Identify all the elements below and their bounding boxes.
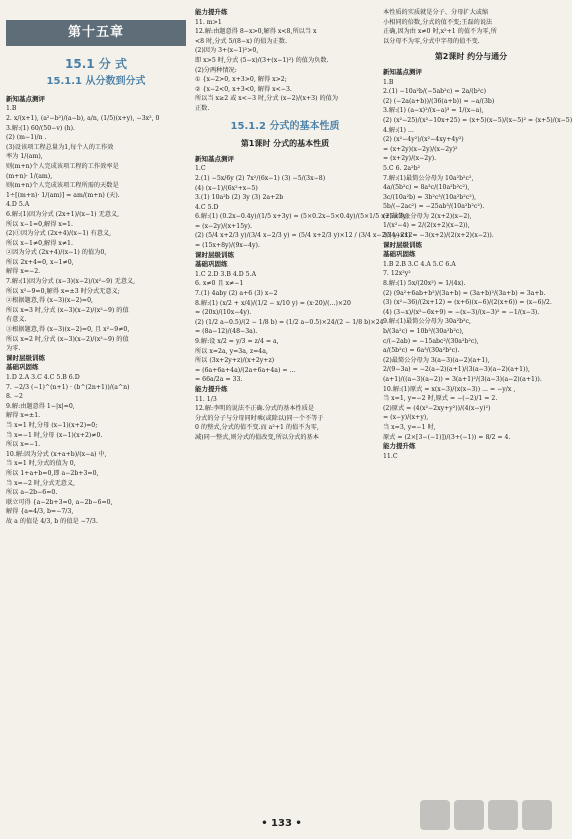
answer-line: 小相同的倍数,分式的值不变;王磊的说法 <box>383 18 493 26</box>
answer-line: 原式 = (2×[3−(−1)])/(3+(−1)) = 8/2 = 4. <box>383 433 511 441</box>
answer-line: (2)最简公分母为 3(a−3)(a−2)(a+1), <box>383 356 490 364</box>
block-heading: 基础巩固练 <box>6 363 39 372</box>
answer-line: 分式的分子与分母同时乘(或除以)同一个不等于 <box>195 414 324 422</box>
answer-line: (4) (3−x)/(x²−6x+9) = −(x−3)/(x−3)² = −1/(x−3). <box>383 308 540 316</box>
answer-line: b/(3a²c) = 10b³/(30a²b²c), <box>383 328 464 335</box>
answer-line: 解得 {a=4/3, b=−7/3, <box>6 508 74 516</box>
answer-line: ① {x−2>0, x+3>0, 解得 x>2; <box>195 76 287 84</box>
answer-line: 1÷[(m+n)· 1/(am)] = am/(m+n) (天). <box>6 191 120 199</box>
answer-line: 5b/(−2ac²) = −25ab³/(10a²b²c²). <box>383 203 485 211</box>
answer-line: 正确,因为由 x≠0 时,x²+1 的值不为零,所 <box>383 28 497 36</box>
answer-line: 正数. <box>195 104 210 112</box>
answer-line: 2.(1) −10a²b/(−5ab²c) = 2a/(b²c) <box>383 88 487 96</box>
answer-line: 6.解:(1)因为分式 (2x+1)/(x−1) 无意义, <box>6 210 120 218</box>
answer-line: 7. 12x²y² <box>383 270 411 278</box>
answer-line: 4a/(5b²c) = 8a³c/(10a²b²c²), <box>383 184 470 192</box>
answer-line: 1.B 2.B 3.C 4.A 5.C 6.A <box>383 260 456 268</box>
answer-line: = (6a+6a+4a)/(2a+6a+4a) = ... <box>195 366 296 374</box>
answer-line: 即 x>5 时,分式 (5−x)/(3+(x−1)²) 的值为负数. <box>195 56 329 64</box>
answer-line: (2)原式 = (4(x²−2xy+y²))/(4(x−y)²) <box>383 404 491 412</box>
answer-line: (2) (1/2 a−0.5)/(2 − 1/8 b) = (1/2 a−0.5)×24/(2 − 1/8 b)×24 <box>195 318 384 326</box>
answer-line: 0 的整式,分式的值不变.而 a²+1 的值不为零, <box>195 424 319 432</box>
answer-line: 所以 x²−9=0,解得 x=±3 时分式无意义; <box>6 287 120 295</box>
section-heading: 15.1.2 分式的基本性质 <box>230 120 340 132</box>
block-heading: 基础巩固练 <box>195 260 228 269</box>
answer-line: 本性质的实质就是分子、分母扩大或缩 <box>383 9 489 16</box>
answer-line: 4.C 5.D <box>195 203 219 211</box>
answer-line: (4) (x−1)/(6x²+x−5) <box>195 184 258 192</box>
answer-line: (2)分两种情况: <box>195 66 237 74</box>
block-heading: 基础巩固练 <box>383 250 416 259</box>
answer-line: 1/(x²−4) = 2/(2(x+2)(x−2)), <box>383 222 470 230</box>
answer-line: 为零. <box>6 345 21 353</box>
answer-line: (3)设该项工程总量为1,每个人的工作效 <box>6 143 114 151</box>
column-right <box>383 8 572 461</box>
answer-line: 所以 x−1=0,解得 x=1. <box>6 220 73 228</box>
answer-line: 12.解:由题意得 8−x>0,解得 x<8,所以当 x <box>195 28 317 36</box>
answer-line: = (x+2y)/(x−2y). <box>383 155 437 163</box>
answer-line: (2) (m−1)/n . <box>6 134 47 142</box>
answer-line: = (x−y)/(x+y), <box>383 414 429 422</box>
answer-line: 12.解:李明的说法不正确.分式的基本性质是 <box>195 405 315 413</box>
answer-line: (3) (x²−36)/(2x+12) = (x+6)(x−6)/(2(x+6)) = (x−6)/2. <box>383 299 552 307</box>
answer-line: 当 x=3, y=−1 时, <box>383 423 436 431</box>
subsection-title: 15.1.1 从分数到分式 <box>46 76 146 88</box>
answer-line: 6. x≠0 且 x≠−1 <box>195 280 244 288</box>
answer-line: = (15x+8y)/(9x−4y). <box>195 242 260 250</box>
answer-line: 当 x=1, y=−2 时,原式 = −(−2)/1 = 2. <box>383 395 498 403</box>
answer-line: 11. 1/3 <box>195 395 217 403</box>
answer-line: 4.D 5.A <box>6 201 30 209</box>
answer-line: 联立可得 {a−2b+3=0, a−2b−6=0, <box>6 498 113 506</box>
answer-line: 8.解:(1) 5x/(20x²) = 1/(4x). <box>383 280 466 288</box>
answer-line: = 66a/2a = 33. <box>195 376 243 384</box>
answer-line: (2)①因为分式 (2x+4)/(x−1) 有意义, <box>6 230 112 238</box>
answer-line: 2/(9−3a) = −2(a−2)(a+1)/(3(a−3)(a−2)(a+1)), <box>383 366 530 374</box>
answer-line: 6.解:(1) (0.2x−0.4y)/(1/5 x+3y) = (5×0.2x−5×0.4y)/(5×1/5 x+5×3y) <box>195 213 409 221</box>
answer-line: 3c/(10a²b) = 3b²c³/(10a²b²c²), <box>383 193 477 201</box>
answer-line: 所以 x=−1. <box>6 441 41 449</box>
answer-line: 当 x=1 时,分式的值为 0, <box>6 460 76 468</box>
answer-line: 7.解:(1)因为分式 (x−3)(x−2)/(x²−9) 无意义, <box>6 278 136 286</box>
answer-line: 2.(1) −5x/6y (2) 7x²/(6x−1) (3) −5/(3x−8) <box>195 174 326 182</box>
answer-line: 率为 1/(am), <box>6 153 43 161</box>
answer-line: (a+1)/((a−3)(a−2)) = 3(a+1)²/(3(a−3)(a−2)(a+1)). <box>383 375 542 383</box>
answer-list <box>383 8 572 461</box>
answer-line: 所以 x=2a, y=3a, z=4a, <box>195 347 268 355</box>
answer-line: (2) (x²−25)/(x²−10x+25) = (x+5)(x−5)/(x−5)² = (x+5)/(x−5) <box>383 116 572 124</box>
page-number: • 133 • <box>261 818 302 829</box>
answer-line: 减)同一整式,则分式的值改变,所以分式的基本 <box>195 433 319 441</box>
section-heading: 第2课时 约分与通分 <box>434 52 508 62</box>
answer-line: 所以 x−1≠0,解得 x≠1. <box>6 239 73 247</box>
answer-line: (2) (9a²+6ab+b²)/(3a+b) = (3a+b)²/(3a+b) = 3a+b. <box>383 289 546 297</box>
answer-line: (m+n)· 1/(am), <box>6 172 53 180</box>
answer-line: 11. m>1 <box>195 18 222 26</box>
chapter-title: 第十五章 <box>6 20 186 46</box>
answer-line: 8.解:(1) (x/2 + x/4)/(1/2 − x/10 y) = (x·20)/(...)×20 <box>195 299 351 307</box>
answer-line: 有意义. <box>6 316 27 324</box>
section-title: 15.1 分 式 <box>65 56 127 71</box>
answer-line: 8. −2 <box>6 393 23 401</box>
answer-line: (2) (5/4 x+2/3 y)/(3/4 x−2/3 y) = (5/4 x+2/3 y)×12 / (3/4 x−2/3 y)×12 <box>195 232 413 240</box>
answer-list <box>6 95 186 527</box>
answer-line: = (20x)/(10x−4y). <box>195 309 252 317</box>
answer-line: 9.解:由题意得 1−|x|=0, <box>6 402 75 410</box>
block-heading: 能力提升练 <box>195 8 228 16</box>
answer-line: 则(m+n)个人完成该项工程的工作效率是 <box>6 162 119 170</box>
block-heading: 能力提升练 <box>195 384 228 393</box>
answer-line: 解得 x=±1. <box>6 412 41 420</box>
answer-line: 解得 x=−2. <box>6 268 41 276</box>
answer-line: (2)最简公分母为 2(x+2)(x−2), <box>383 212 472 220</box>
answer-line: 所以 a−2b−6=0. <box>6 489 58 497</box>
answer-line: (2) (x²−4y²)/(x²−4xy+4y²) <box>383 136 464 144</box>
answer-line: 所以 (3x+2y+z)/(x+2y+z) <box>195 357 275 365</box>
answer-line: 1.B <box>383 78 394 86</box>
answer-line: 当 x=−1 时,分母 (x−1)(x+2)≠0. <box>6 431 103 439</box>
answer-line: ②因为分式 (2x+4)/(x−1) 的值为0, <box>6 249 107 257</box>
answer-line: 4.解:(1) ... <box>383 126 414 134</box>
answer-line: ③根据题意,得 (x−3)(x−2)=0, 且 x²−9≠0, <box>6 326 130 334</box>
block-heading: 能力提升练 <box>383 442 416 451</box>
answer-line: <8 时,分式 5/(8−x) 的值为正数. <box>195 37 287 45</box>
block-heading: 课时层级训练 <box>195 250 234 259</box>
answer-line: 9.解:设 x/2 = y/3 = z/4 = a, <box>195 338 279 345</box>
answer-line: 所以 x=3 时,分式 (x−3)(x−2)/(x²−9) 的值 <box>6 306 129 314</box>
answer-line: 1.B <box>6 105 17 113</box>
block-heading: 课时层级训练 <box>383 240 422 249</box>
answer-line: 所以 x=2 时,分式 (x−3)(x−2)/(x²−9) 的值 <box>6 335 129 343</box>
answer-line: ② {x−2<0, x+3<0, 解得 x<−3. <box>195 85 292 93</box>
answer-line: 1.D 2.A 3.C 4.C 5.B 6.D <box>6 374 80 381</box>
answer-line: = (8a−12)/(48−3a). <box>195 328 258 336</box>
answer-line: ②根据题意,得 (x−3)(x−2)=0, <box>6 297 94 305</box>
answer-line: 所以 1+a+b=0,即 a−2b+3=0, <box>6 469 99 477</box>
answer-line: 7.(1) 4aby (2) a+6 (3) x−2 <box>195 290 278 298</box>
answer-line: 3.解:(1) 60/(50−v) (h). <box>6 124 75 132</box>
answer-line: c/(−2ab) = −15abc²/(30a²b²c), <box>383 337 479 345</box>
block-heading: 新知基点测评 <box>195 154 234 163</box>
block-heading: 新知基点测评 <box>383 67 422 76</box>
answer-line: 当 x=−2 时,分式无意义, <box>6 479 75 487</box>
watermark-logo <box>418 796 558 836</box>
answer-line: 10.解:因为分式 (x+a+b)/(x−a) 中, <box>6 450 107 458</box>
answer-line: 10.解:(1)原式 = x(x−3)/(x(x−3)) ... = −y/x , <box>383 385 516 393</box>
answer-line: 5.C 6. 2a²b² <box>383 164 421 172</box>
answer-line: = (x−2y)/(x+15y). <box>195 222 253 230</box>
answer-line: (2) (−2a(a+b))/(36(a+b)) = −a/(3b) <box>383 97 495 105</box>
answer-line: 当 x=1 时,分母 (x−1)(x+2)=0; <box>6 421 98 429</box>
answer-line: 1.C <box>195 165 206 173</box>
column-left <box>6 8 186 527</box>
block-heading: 课时层级训练 <box>6 353 45 362</box>
answer-line: 故 a 的值是 4/3, b 的值是 −7/3. <box>6 517 98 525</box>
answer-line: 2. x/(x+1), (a²−b²)/(a−b), a/n, (1/5)(x+y), −3x², 0 <box>6 114 160 122</box>
answer-line: (2)因为 3+(x−1)²>0, <box>195 47 259 55</box>
answer-line: 9.解:(1)最简公分母为 30a²b²c, <box>383 318 471 326</box>
answer-line: 3.解:(1) (a−x)²/(x−a)³ = 1/(x−a), <box>383 107 484 115</box>
answer-line: 则(m+n)个人完成该项工程所需的天数是 <box>6 182 119 190</box>
answer-line: 7. −2/3 (−1)^(n+1) · (b^(2n+1))/(a^n) <box>6 383 130 391</box>
answer-line: 1.C 2.D 3.B 4.D 5.A <box>195 270 257 278</box>
answer-line: 11.C <box>383 452 398 460</box>
answer-line: a/(5b²c) = 6a³/(30a²b²c). <box>383 347 460 355</box>
answer-line: = (x+2y)(x−2y)/(x−2y)² <box>383 145 458 153</box>
block-heading: 新知基点测评 <box>6 94 45 103</box>
answer-line: 3/(4−2x) = −3(x+2)/(2(x+2)(x−2)). <box>383 232 494 240</box>
answer-line: 所以当 x≥2 或 x<−3 时,分式 (x−2)/(x+3) 的值为 <box>195 95 339 103</box>
section-heading: 第1课时 分式的基本性质 <box>240 139 330 149</box>
answer-line: 以分母不为零,分式中字母的值不变. <box>383 37 480 45</box>
answer-line: 7.解:(1)最简公分母为 10a²b²c², <box>383 174 474 182</box>
answer-line: 3.(1) 10a²b (2) 3y (3) 2a+2b <box>195 194 284 202</box>
answer-line: 所以 2x+4=0, x−1≠0, <box>6 258 74 266</box>
